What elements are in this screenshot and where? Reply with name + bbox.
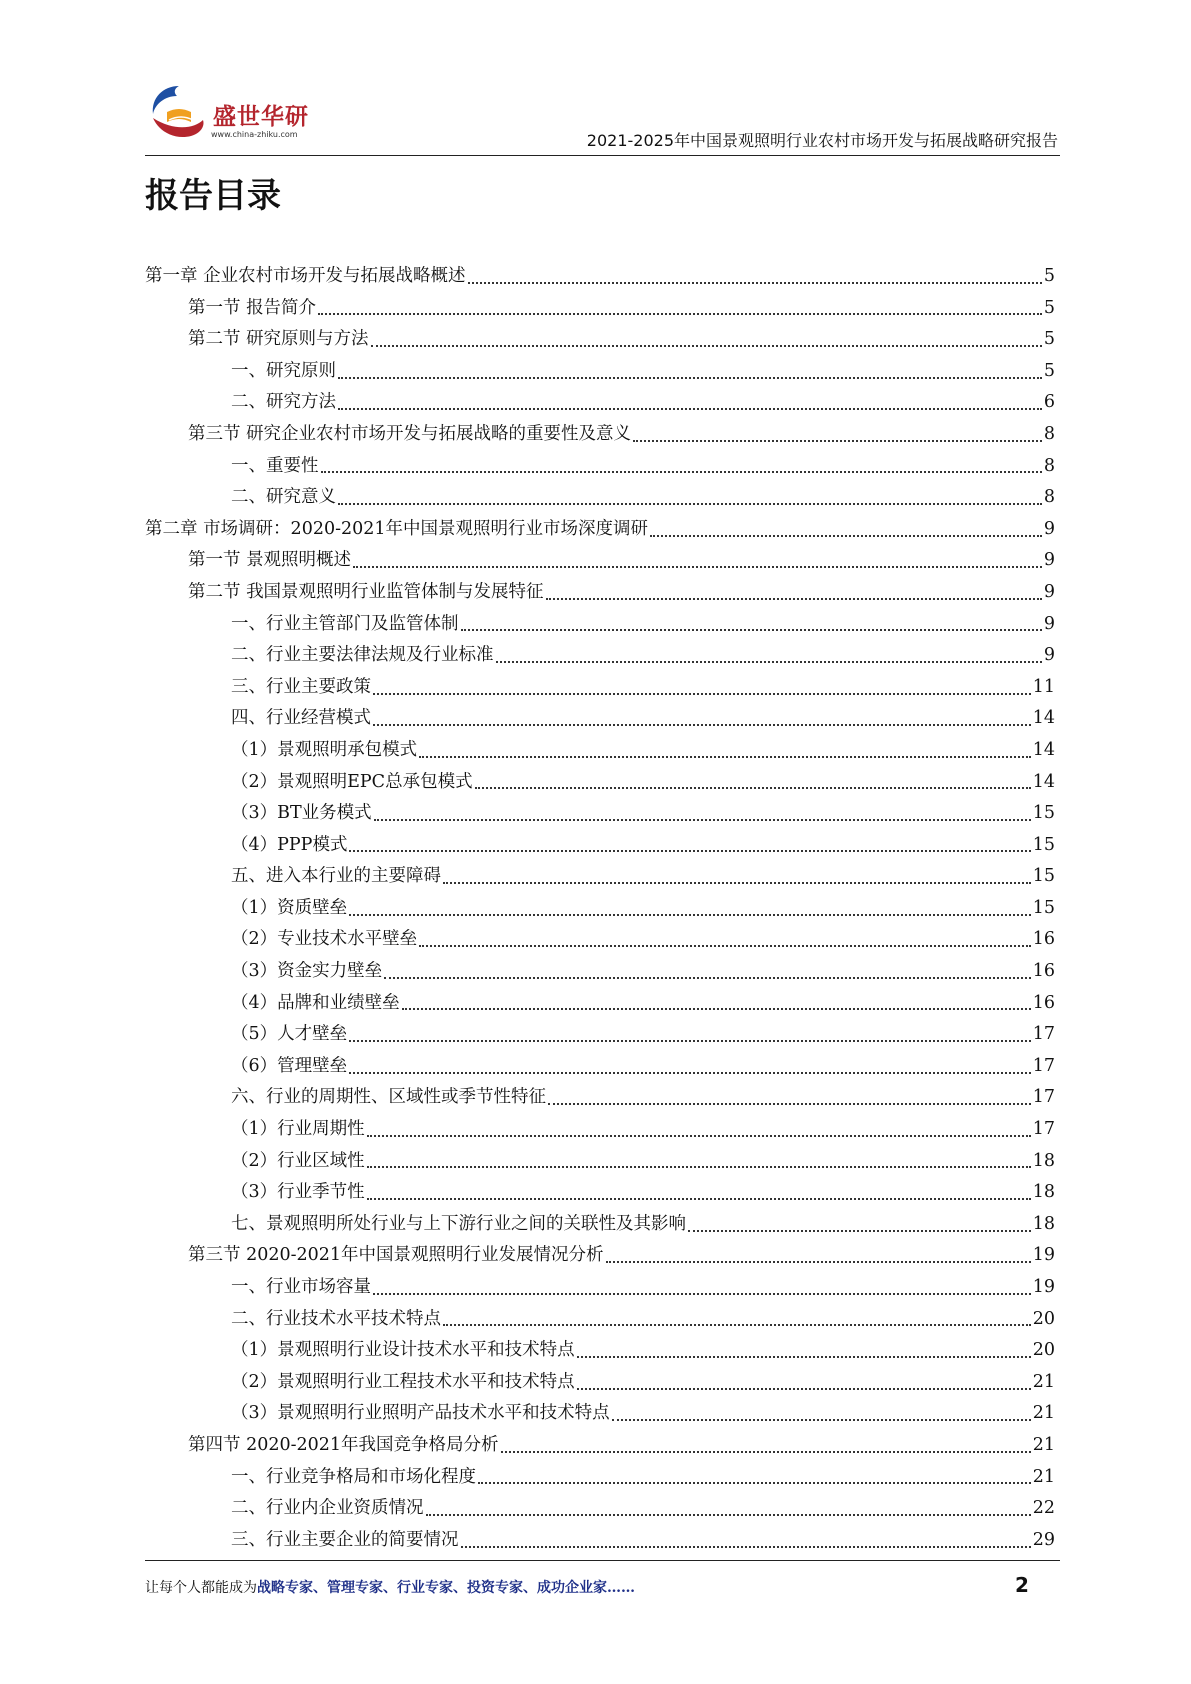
toc-entry-page: 14	[1032, 771, 1055, 792]
toc-entry-title: 二、行业技术水平技术特点	[231, 1308, 441, 1329]
footer-slogan	[145, 1577, 635, 1597]
toc-leader-dots	[419, 945, 1031, 947]
toc-entry-title: （4）PPP模式	[231, 834, 348, 855]
toc-entry-title: 第二章 市场调研：2020-2021年中国景观照明行业市场深度调研	[145, 518, 649, 539]
toc-entry-title: 第二节 研究原则与方法	[188, 329, 369, 350]
toc-leader-dots	[318, 313, 1042, 315]
toc-entry-title: 一、行业主管部门及监管体制	[231, 613, 459, 634]
toc-leader-dots	[546, 598, 1042, 600]
toc-entry[interactable]	[145, 1398, 1055, 1430]
toc-entry[interactable]	[145, 1209, 1055, 1241]
toc-leader-dots	[468, 282, 1042, 284]
toc-entry-title: 第一章 企业农村市场开发与拓展战略概述	[145, 266, 466, 286]
toc-entry-page: 17	[1032, 1055, 1055, 1076]
toc-entry[interactable]	[145, 419, 1055, 451]
toc-entry-title: 一、行业竞争格局和市场化程度	[231, 1466, 476, 1487]
page-number: 2	[1015, 1573, 1029, 1597]
toc-entry-page: 16	[1032, 992, 1055, 1013]
toc-leader-dots	[633, 440, 1042, 442]
toc-entry[interactable]	[145, 861, 1055, 893]
toc-entry[interactable]	[145, 577, 1055, 609]
toc-leader-dots	[443, 1324, 1031, 1326]
toc-entry[interactable]	[145, 387, 1055, 419]
header-divider	[145, 155, 1060, 156]
slogan-highlight: 战略专家、管理专家、行业专家、投资专家、成功企业家……	[257, 1580, 635, 1596]
toc-entry-title: （1）景观照明承包模式	[231, 739, 418, 760]
toc-entry[interactable]	[145, 1272, 1055, 1304]
toc-entry-title: 第三节 研究企业农村市场开发与拓展战略的重要性及意义	[188, 423, 632, 444]
toc-entry-page: 8	[1043, 423, 1055, 444]
toc-entry-title: （2）景观照明EPC总承包模式	[231, 771, 473, 792]
toc-entry-title: 二、行业主要法律法规及行业标准	[231, 645, 494, 666]
toc-entry-title: 第一节 景观照明概述	[188, 550, 352, 571]
toc-entry[interactable]	[145, 609, 1055, 641]
toc-entry-page: 8	[1043, 455, 1055, 476]
toc-leader-dots	[338, 377, 1042, 379]
toc-entry-title: （5）人才壁垒	[231, 1024, 348, 1045]
toc-entry-title: （3）景观照明行业照明产品技术水平和技术特点	[231, 1403, 610, 1424]
toc-entry-page: 14	[1032, 739, 1055, 760]
toc-leader-dots	[443, 882, 1031, 884]
toc-entry-page: 18	[1032, 1182, 1055, 1203]
toc-entry-title: 二、研究意义	[231, 487, 336, 508]
toc-leader-dots	[349, 1040, 1031, 1042]
toc-leader-dots	[338, 408, 1042, 410]
toc-entry-page: 11	[1032, 676, 1055, 697]
toc-entry-page: 18	[1032, 1213, 1055, 1234]
toc-leader-dots	[384, 977, 1031, 979]
toc-entry-page: 9	[1043, 518, 1055, 539]
toc-leader-dots	[349, 1072, 1031, 1074]
toc-entry-page: 15	[1032, 834, 1055, 855]
toc-entry-title: （1）行业周期性	[231, 1119, 365, 1140]
toc-entry[interactable]	[145, 640, 1055, 672]
toc-entry-title: 六、行业的周期性、区域性或季节性特征	[231, 1087, 546, 1108]
toc-leader-dots	[461, 629, 1042, 631]
toc-entry[interactable]	[145, 703, 1055, 735]
logo-url: www.china-zhiku.com	[211, 130, 298, 139]
toc-entry[interactable]	[145, 356, 1055, 388]
toc-entry[interactable]	[145, 830, 1055, 862]
page-header	[145, 82, 1060, 158]
toc-entry-title: 三、行业主要政策	[231, 676, 371, 697]
toc-entry[interactable]	[145, 1462, 1055, 1494]
toc-entry[interactable]	[145, 1304, 1055, 1336]
toc-leader-dots	[475, 787, 1031, 789]
toc-entry-title: 第二节 我国景观照明行业监管体制与发展特征	[188, 581, 544, 602]
toc-leader-dots	[548, 1103, 1031, 1105]
toc-entry-title: 二、行业内企业资质情况	[231, 1498, 424, 1519]
toc-leader-dots	[426, 1514, 1031, 1516]
toc-leader-dots	[577, 1356, 1031, 1358]
toc-entry-page: 8	[1043, 487, 1055, 508]
page-title: 报告目录	[145, 176, 281, 216]
toc-entry-title: 五、进入本行业的主要障碍	[231, 866, 441, 887]
toc-entry-page: 5	[1043, 297, 1055, 318]
toc-entry[interactable]	[145, 1146, 1055, 1178]
toc-entry-title: 七、景观照明所处行业与上下游行业之间的关联性及其影响	[231, 1213, 686, 1234]
toc-leader-dots	[478, 1482, 1031, 1484]
toc-entry[interactable]	[145, 767, 1055, 799]
toc-entry-page: 5	[1043, 360, 1055, 381]
toc-entry-title: （3）资金实力壁垒	[231, 961, 383, 982]
toc-entry-title: 第三节 2020-2021年中国景观照明行业发展情况分析	[188, 1245, 604, 1266]
toc-entry-page: 20	[1032, 1340, 1055, 1361]
toc-entry-page: 15	[1032, 803, 1055, 824]
toc-entry-title: （3）BT业务模式	[231, 803, 372, 824]
toc-leader-dots	[688, 1230, 1031, 1232]
toc-entry-page: 9	[1043, 550, 1055, 571]
toc-entry[interactable]	[145, 924, 1055, 956]
toc-leader-dots	[367, 1135, 1031, 1137]
toc-entry-title: 二、研究方法	[231, 392, 336, 413]
toc-entry-page: 16	[1032, 929, 1055, 950]
toc-leader-dots	[338, 503, 1042, 505]
toc-entry[interactable]	[145, 1177, 1055, 1209]
toc-entry-page: 15	[1032, 897, 1055, 918]
toc-entry-title: （1）资质壁垒	[231, 897, 348, 918]
toc-entry[interactable]	[145, 1335, 1055, 1367]
toc-entry[interactable]	[145, 261, 1055, 293]
toc-entry-title: 三、行业主要企业的简要情况	[231, 1529, 459, 1550]
toc-entry[interactable]	[145, 482, 1055, 514]
toc-entry-title: 一、重要性	[231, 455, 319, 476]
toc-entry-title: （2）行业区域性	[231, 1150, 365, 1171]
toc-leader-dots	[612, 1419, 1031, 1421]
toc-entry-title: （2）专业技术水平壁垒	[231, 929, 418, 950]
toc-entry[interactable]	[145, 735, 1055, 767]
toc-entry[interactable]	[145, 514, 1055, 546]
toc-leader-dots	[371, 345, 1042, 347]
toc-entry[interactable]	[145, 1240, 1055, 1272]
toc-entry-page: 19	[1032, 1277, 1055, 1297]
logo-name: 盛世华研	[213, 104, 309, 130]
toc-entry-page: 16	[1032, 961, 1055, 982]
toc-entry[interactable]	[145, 672, 1055, 704]
toc-entry[interactable]	[145, 798, 1055, 830]
report-title: 2021-2025年中国景观照明行业农村市场开发与拓展战略研究报告	[586, 131, 1058, 150]
toc-entry-title: 第一节 报告简介	[188, 297, 317, 318]
footer-divider	[145, 1560, 1060, 1561]
toc-leader-dots	[501, 1451, 1031, 1453]
toc-leader-dots	[349, 850, 1030, 852]
slogan-prefix: 让每个人都能成为	[145, 1580, 257, 1596]
toc-entry-page: 22	[1032, 1498, 1055, 1519]
toc-entry[interactable]	[145, 956, 1055, 988]
toc-leader-dots	[419, 756, 1031, 758]
toc-leader-dots	[367, 1198, 1031, 1200]
toc-entry[interactable]	[145, 1525, 1055, 1557]
toc-entry-title: 第四节 2020-2021年我国竞争格局分析	[188, 1434, 499, 1455]
toc-entry[interactable]	[145, 1367, 1055, 1399]
toc-entry[interactable]	[145, 1051, 1055, 1083]
toc-entry[interactable]	[145, 1430, 1055, 1462]
toc-leader-dots	[374, 819, 1031, 821]
toc-entry-page: 5	[1043, 329, 1055, 350]
toc-entry-page: 9	[1043, 581, 1055, 602]
logo-emblem-icon	[145, 82, 209, 144]
toc-entry-page: 5	[1043, 266, 1055, 286]
toc-leader-dots	[373, 724, 1031, 726]
toc-entry-page: 21	[1032, 1466, 1055, 1487]
table-of-contents	[145, 261, 1055, 1556]
toc-entry[interactable]	[145, 1114, 1055, 1146]
toc-entry-page: 20	[1032, 1308, 1055, 1329]
toc-leader-dots	[461, 1546, 1031, 1548]
toc-leader-dots	[496, 661, 1042, 663]
company-logo	[145, 82, 315, 146]
toc-entry-title: 四、行业经营模式	[231, 708, 371, 729]
toc-entry[interactable]	[145, 293, 1055, 325]
toc-entry-page: 21	[1032, 1371, 1055, 1392]
toc-entry-title: 一、行业市场容量	[231, 1277, 371, 1297]
toc-entry-page: 17	[1032, 1087, 1055, 1108]
toc-entry[interactable]	[145, 988, 1055, 1020]
toc-entry-page: 9	[1043, 613, 1055, 634]
toc-leader-dots	[367, 1166, 1031, 1168]
toc-entry-page: 18	[1032, 1150, 1055, 1171]
toc-entry-page: 6	[1043, 392, 1055, 413]
toc-entry-page: 17	[1032, 1119, 1055, 1140]
toc-leader-dots	[321, 471, 1042, 473]
toc-entry-title: （4）品牌和业绩壁垒	[231, 992, 400, 1013]
toc-entry-page: 21	[1032, 1434, 1055, 1455]
toc-entry[interactable]	[145, 1019, 1055, 1051]
toc-entry[interactable]	[145, 1493, 1055, 1525]
toc-entry-page: 15	[1032, 866, 1055, 887]
toc-entry-title: （2）景观照明行业工程技术水平和技术特点	[231, 1371, 575, 1392]
toc-entry-page: 29	[1032, 1529, 1055, 1550]
toc-entry-title: （3）行业季节性	[231, 1182, 365, 1203]
toc-leader-dots	[650, 535, 1042, 537]
toc-leader-dots	[577, 1388, 1031, 1390]
toc-entry[interactable]	[145, 1082, 1055, 1114]
toc-leader-dots	[402, 1008, 1031, 1010]
toc-entry-page: 14	[1032, 708, 1055, 729]
toc-leader-dots	[373, 1293, 1031, 1295]
toc-entry[interactable]	[145, 451, 1055, 483]
toc-leader-dots	[349, 914, 1031, 916]
toc-entry-page: 19	[1032, 1245, 1055, 1266]
toc-entry-page: 21	[1032, 1403, 1055, 1424]
toc-entry-page: 17	[1032, 1024, 1055, 1045]
toc-entry-title: （1）景观照明行业设计技术水平和技术特点	[231, 1340, 575, 1361]
toc-entry[interactable]	[145, 893, 1055, 925]
toc-entry-page: 9	[1043, 645, 1055, 666]
toc-entry-title: （6）管理壁垒	[231, 1055, 348, 1076]
toc-leader-dots	[606, 1261, 1031, 1263]
toc-entry[interactable]	[145, 545, 1055, 577]
toc-entry[interactable]	[145, 324, 1055, 356]
toc-leader-dots	[353, 566, 1042, 568]
toc-leader-dots	[373, 693, 1031, 695]
toc-entry-title: 一、研究原则	[231, 360, 336, 381]
